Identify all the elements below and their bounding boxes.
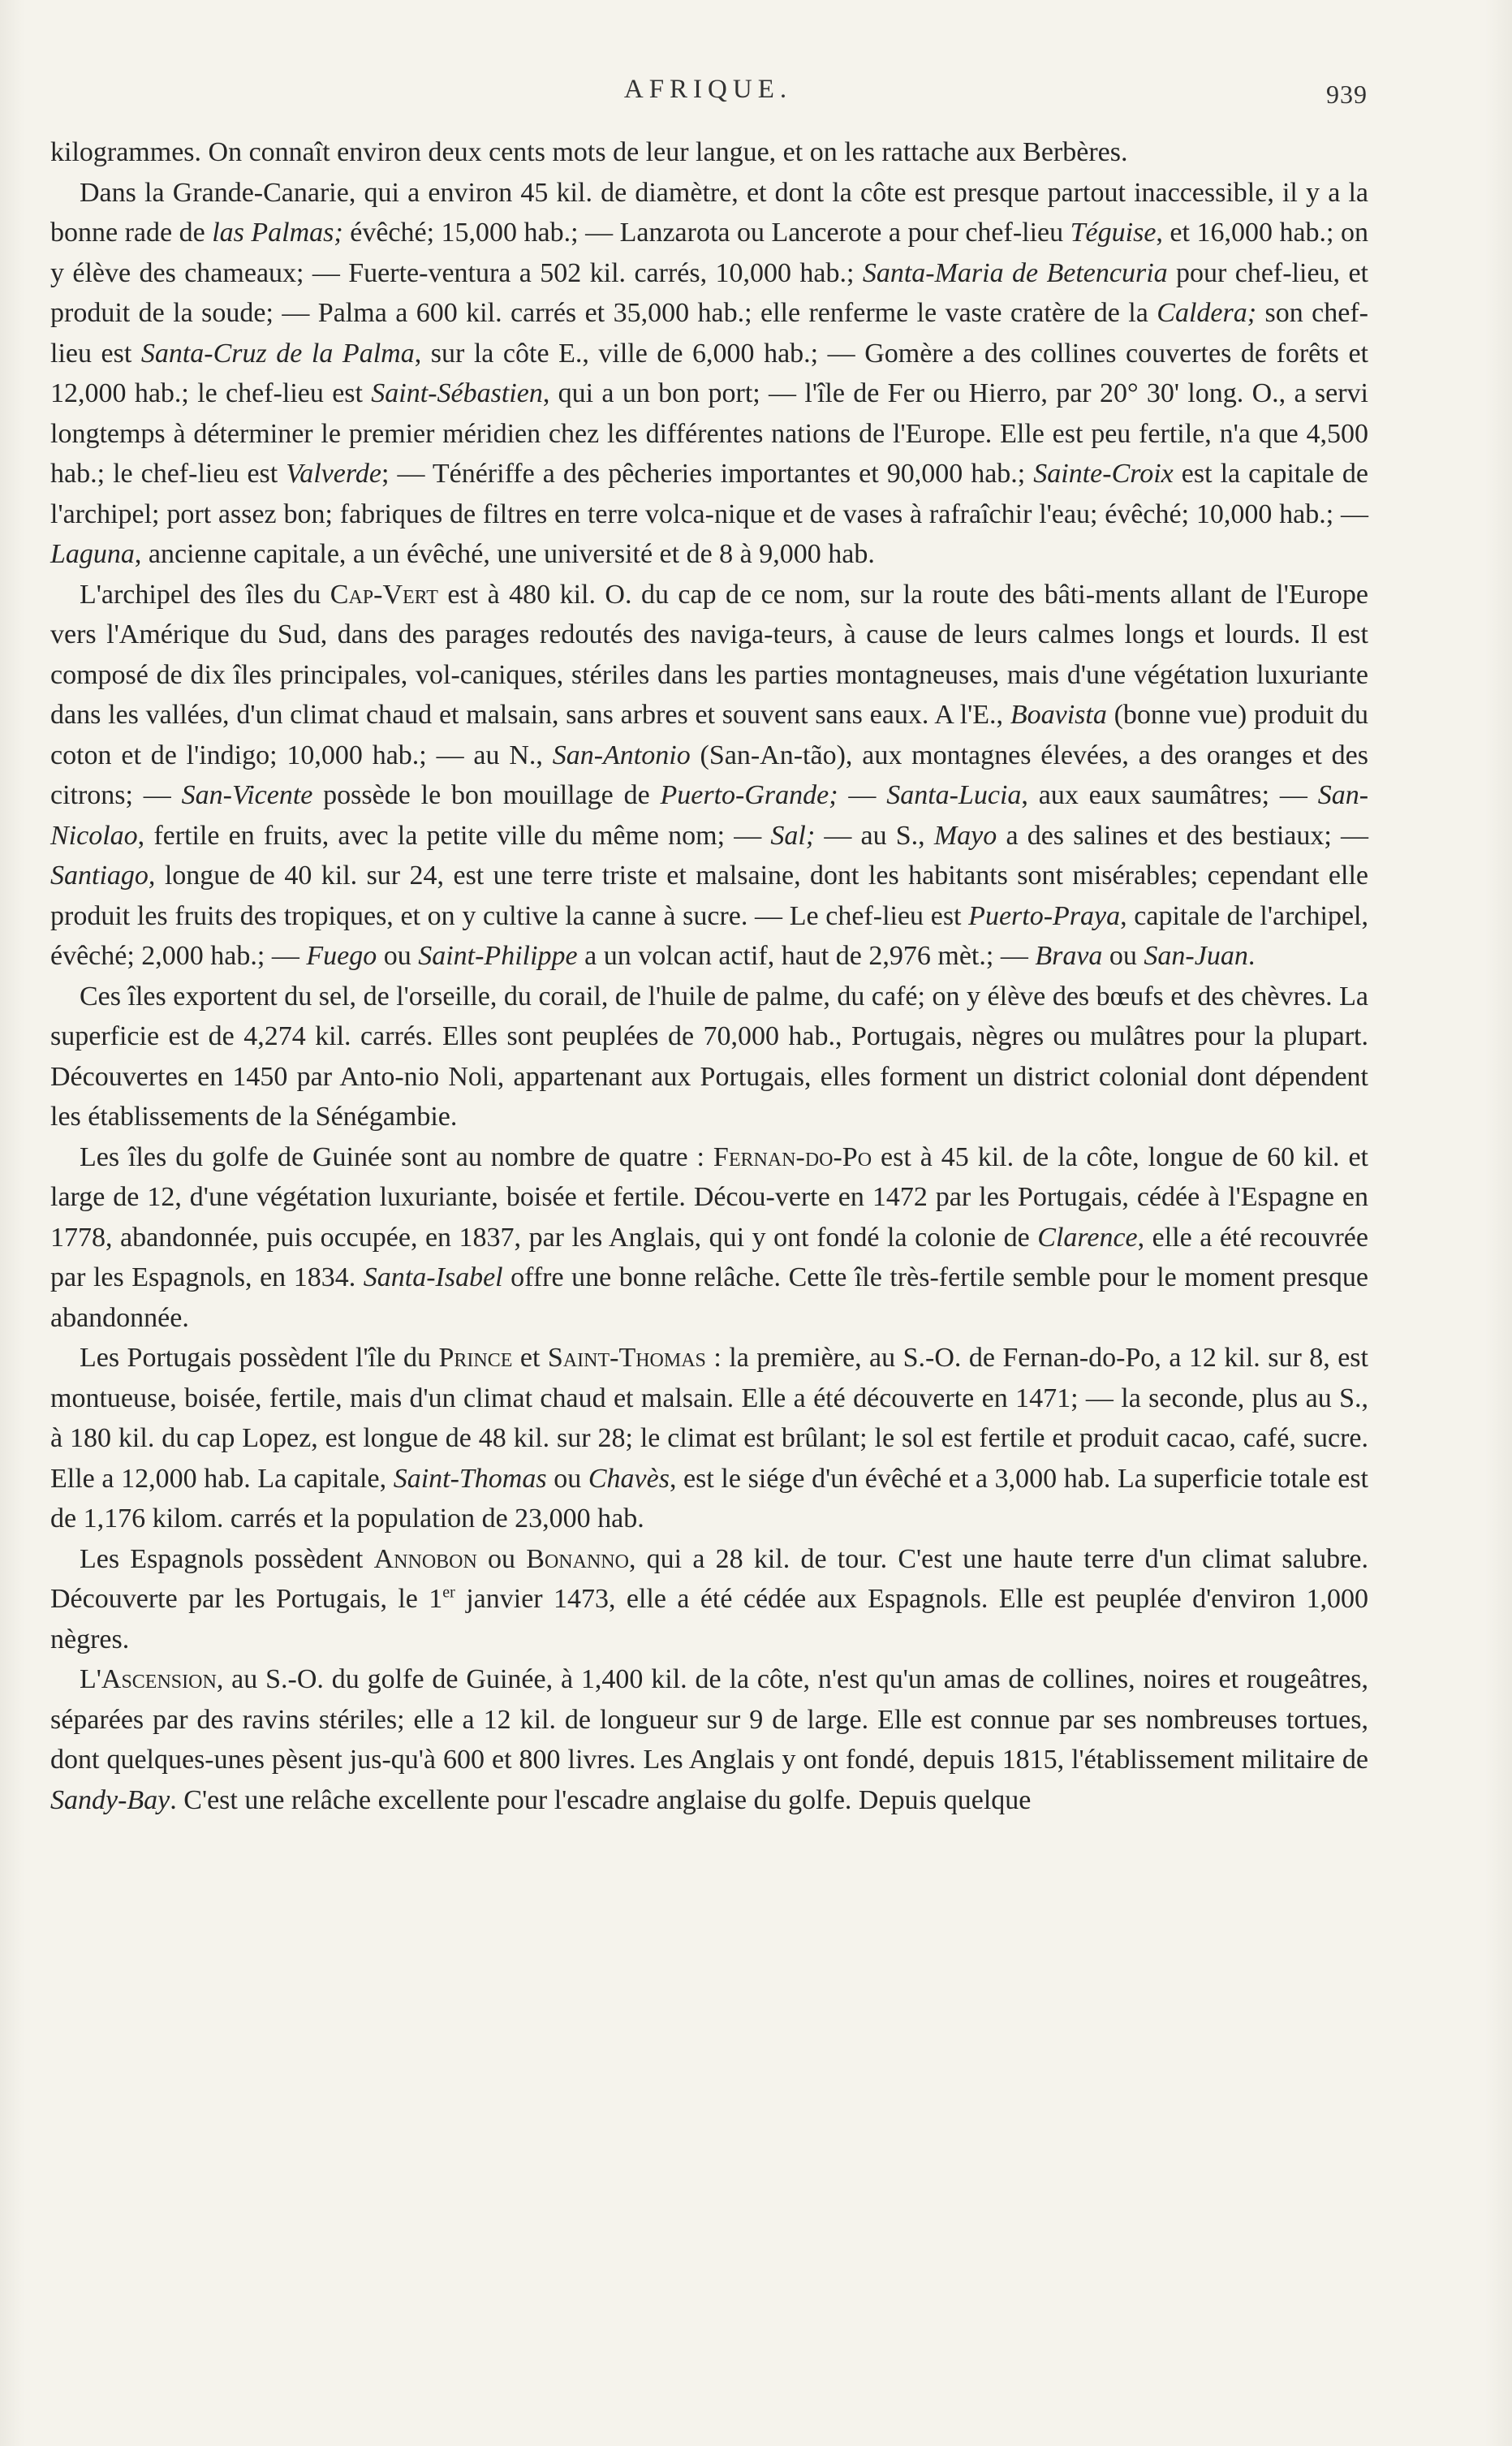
text-run: et xyxy=(512,1343,548,1373)
place-name: Boavista xyxy=(1010,700,1107,730)
paragraph-berberes xyxy=(50,132,1368,173)
text-run: son chef-lieu est xyxy=(50,298,1368,369)
place-name: Caldera; xyxy=(1157,298,1257,328)
text-run: ou xyxy=(377,941,419,971)
text-run: — au S., xyxy=(815,820,934,851)
text-run: , aux eaux saumâtres; — xyxy=(1021,780,1318,810)
text-run: Les îles du golfe de Guinée sont au nombre de quatre : xyxy=(80,1141,713,1172)
text-run: , elle a été recouvrée par les Espagnols, en 1834. xyxy=(50,1222,1368,1292)
paragraph-exports xyxy=(50,977,1368,1137)
running-title: AFRIQUE. xyxy=(623,75,793,104)
place-name: San-Vicente xyxy=(181,780,313,810)
text-run: janvier 1473, elle a été cédée aux Espagnols. Elle est peuplée d'environ 1,000 nègres. xyxy=(50,1584,1369,1654)
paragraph-prince-saint-thomas xyxy=(50,1338,1368,1539)
place-name: Puerto-Grande; xyxy=(660,780,838,810)
text-run: Ces îles exportent du sel, de l'orseille, du corail, de l'huile de palme, du café; on y élève des bœufs et des chèvres. La superficie est de 4,274 kil. carrés. Elles sont peuplées de 70,000 hab., Portugais, nègres ou mulâtres pour la plupart. Découvertes en 1450 par Anto-nio Noli, appartenant aux Portugais, elles forment un district colonial dont dépendent les établissements de la Sénégambie. xyxy=(50,981,1368,1132)
text-run: — xyxy=(838,780,887,810)
place-name: Valverde xyxy=(286,459,381,489)
text-run: . C'est une relâche excellente pour l'escadre anglaise du golfe. Depuis quelque xyxy=(170,1784,1032,1815)
place-name: Chavès xyxy=(588,1463,670,1494)
text-run: offre une bonne relâche. Cette île très-fertile semble pour le moment presque abandonnée. xyxy=(50,1262,1368,1333)
section-term: Fernan-do-Po xyxy=(713,1141,872,1172)
text-column xyxy=(50,132,1368,1820)
paragraph-annobon xyxy=(50,1539,1368,1660)
text-run: . xyxy=(1247,941,1256,971)
place-name: Santa-Cruz de la Palma xyxy=(140,338,415,369)
place-name: Mayo xyxy=(933,820,997,851)
text-run: Les Espagnols possèdent xyxy=(80,1543,374,1574)
place-name: Brava xyxy=(1035,941,1103,971)
place-name: Sandy-Bay xyxy=(50,1784,170,1815)
place-name: Santa-Maria de Betencuria xyxy=(862,257,1168,288)
paragraph-ascension xyxy=(50,1659,1368,1820)
place-name: Saint-Sébastien xyxy=(371,378,543,408)
text-run: Dans la Grande-Canarie, qui a environ 45 kil. de diamètre, et dont la côte est presque partout inaccessible, il y a la bonne rade de xyxy=(50,177,1368,248)
text-run: longue de 40 kil. sur 24, est une terre triste et malsaine, dont les habitants sont misérables; cependant elle produit les fruits des tropiques, et on y cultive la canne à sucre. — Le chef-lieu est xyxy=(50,861,1368,931)
text-run: (San-An-tão), aux montagnes élevées, a des oranges et des citrons; — xyxy=(50,740,1368,810)
place-name: Puerto-Praya xyxy=(968,900,1121,931)
text-run: , fertile en fruits, avec la petite ville du même nom; — xyxy=(137,820,771,851)
place-name: las Palmas; xyxy=(212,218,343,248)
text-run: a des salines et des bestiaux; — xyxy=(997,820,1368,851)
place-name: San-Nicolao xyxy=(50,780,1369,851)
text-run: est la capitale de l'archipel; port assez bon; fabriques de filtres en terre volca-nique et de vases à rafraîchir l'eau; évêché; 10,000 hab.; — xyxy=(50,459,1368,529)
section-term: L'Ascension xyxy=(80,1664,217,1694)
text-run: , est le siége d'un évêché et a 3,000 hab. La superficie totale est de 1,176 kilom. carrés et la population de 23,000 hab. xyxy=(50,1463,1368,1534)
place-name: Saint-Thomas xyxy=(393,1463,547,1494)
section-term: Annobon xyxy=(373,1543,477,1574)
text-run: , capitale de l'archipel, évêché; 2,000 hab.; — xyxy=(50,900,1368,971)
section-term: Cap-Vert xyxy=(330,579,438,610)
paragraph-guinee xyxy=(50,1137,1368,1339)
text-run: , au S.-O. du golfe de Guinée, à 1,400 kil. de la côte, n'est qu'un amas de collines, noires et rougeâtres, séparées par des ravins stériles; elle a 12 kil. de longueur sur 9 de large. Elle est connue par ses nombreuses tortues, dont quelques-unes pèsent jus-qu'à 600 et 800 livres. Les Anglais y ont fondé, depuis 1815, l'établissement militaire de xyxy=(50,1664,1368,1775)
place-name: Santa-Lucia xyxy=(886,780,1022,810)
place-name: Fuego xyxy=(306,941,377,971)
text-run: possède le bon mouillage de xyxy=(312,780,661,810)
text-run: ou xyxy=(546,1463,588,1494)
section-term: Prince xyxy=(438,1343,513,1373)
text-run: , qui a un bon port; — l'île de Fer ou Hierro, par 20° 30' long. O., a servi longtemps à déterminer le premier méridien chez les différentes nations de l'Europe. Elle est peu fertile, n'a que 4,500 hab.; le chef-lieu est xyxy=(50,378,1368,489)
text-run: ; — Ténériffe a des pêcheries importantes et 90,000 hab.; xyxy=(381,459,1034,489)
text-run: est à 480 kil. O. du cap de ce nom, sur la route des bâti-ments allant de l'Europe vers l'Amérique du Sud, dans des parages redoutés des naviga-teurs, à cause de leurs calmes longs et lourds. Il est composé de dix îles principales, vol-caniques, stériles dans les parties montagneuses, mais d'une végétation luxuriante dans les vallées, d'un climat chaud et malsain, sans arbres et souvent sans eaux. A l'E., xyxy=(50,579,1369,730)
place-name: Santa-Isabel xyxy=(363,1262,503,1292)
text-run: a un volcan actif, haut de 2,976 mèt.; — xyxy=(577,941,1036,971)
text-run: Les Portugais possèdent l'île du xyxy=(80,1343,439,1373)
text-run: (bonne vue) produit du coton et de l'indigo; 10,000 hab.; — au N., xyxy=(50,700,1368,770)
text-run: , et 16,000 hab.; on y élève des chameaux; — Fuerte-ventura a 502 kil. carrés, 10,000 hab.; xyxy=(50,218,1369,288)
superscript: er xyxy=(442,1583,455,1602)
page-number: 939 xyxy=(1326,80,1368,109)
place-name: Saint-Philippe xyxy=(418,941,578,971)
text-run: pour chef-lieu, et produit de la soude; — Palma a 600 kil. carrés et 35,000 hab.; elle renferme le vaste cratère de la xyxy=(50,257,1368,328)
place-name: Sal; xyxy=(770,820,816,851)
text-run: ou xyxy=(1102,941,1144,971)
text-run: , ancienne capitale, a un évêché, une université et de 8 à 9,000 hab. xyxy=(134,539,875,569)
text-run: ou xyxy=(476,1543,527,1574)
text-run: , sur la côte E., ville de 6,000 hab.; — Gomère a des collines couvertes de forêts et 12,000 hab.; le chef-lieu est xyxy=(50,338,1368,408)
text-run: est à 45 kil. de la côte, longue de 60 kil. et large de 12, d'une végétation luxuriante, boisée et fertile. Décou-verte en 1472 par les Portugais, cédée à l'Espagne en 1778, abandonnée, puis occupée, en 1837, par les Anglais, qui y ont fondé la colonie de xyxy=(50,1141,1368,1253)
place-name: San-Juan xyxy=(1144,941,1248,971)
place-name: Téguise xyxy=(1070,218,1157,248)
paragraph-canaries xyxy=(50,173,1368,575)
text-run: évêché; 15,000 hab.; — Lanzarota ou Lancerote a pour chef-lieu xyxy=(342,218,1070,248)
page-header xyxy=(49,75,1368,115)
paragraph-cap-vert xyxy=(50,575,1368,977)
place-name: Sainte-Croix xyxy=(1033,459,1174,489)
text-run: kilogrammes. On connaît environ deux cents mots de leur langue, et on les rattache aux Berbères. xyxy=(50,137,1128,167)
place-name: Laguna xyxy=(50,539,135,569)
text-run: : la première, au S.-O. de Fernan-do-Po, a 12 kil. sur 8, est montueuse, boisée, fertile, mais d'un climat chaud et malsain. Elle a été découverte en 1471; — la seconde, plus au S., à 180 kil. du cap Lopez, est longue de 48 kil. sur 28; le climat est brûlant; le sol est fertile et produit cacao, café, sucre. Elle a 12,000 hab. La capitale, xyxy=(50,1343,1368,1494)
text-run: L'archipel des îles du xyxy=(80,579,330,610)
section-term: Bonanno xyxy=(526,1543,629,1574)
section-term: Saint-Thomas xyxy=(547,1343,706,1373)
place-name: Santiago, xyxy=(50,861,156,891)
place-name: Clarence xyxy=(1037,1222,1138,1253)
place-name: San-Antonio xyxy=(552,740,691,770)
text-run: , qui a 28 kil. de tour. C'est une haute terre d'un climat salubre. Découverte par les Portugais, le 1 xyxy=(50,1543,1369,1614)
